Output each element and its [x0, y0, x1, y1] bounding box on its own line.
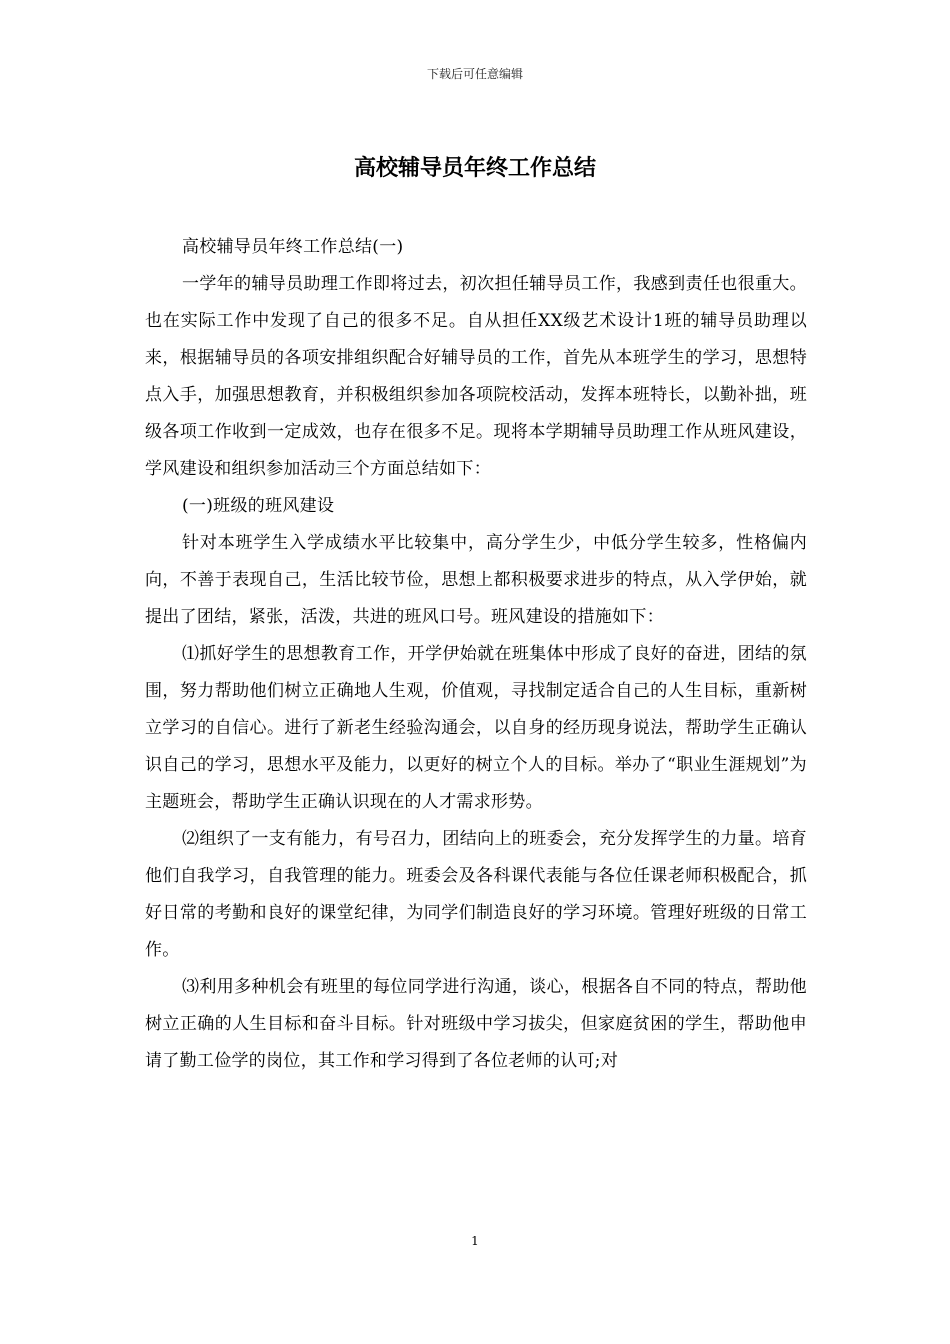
header-note: 下载后可任意编辑 [426, 67, 523, 81]
body-paragraph: ⑴抓好学生的思想教育工作，开学伊始就在班集体中形成了良好的奋进，团结的氛围，努力帮助他们树立正确地人生观，价值观，寻找制定适合自己的人生目标，重新树立学习的自信心。进行了新老生经验沟通会，以自身的经历现身说法，帮助学生正确认识自己的学习，思想水平及能力，以更好的树立个人的目标。举办了“职业生涯规划”为主题班会，帮助学生正确认识现在的人才需求形势。 [145, 644, 807, 812]
body-paragraph: ⑶利用多种机会有班里的每位同学进行沟通，谈心，根据各自不同的特点，帮助他树立正确的人生目标和奋斗目标。针对班级中学习拔尖，但家庭贫困的学生，帮助他申请了勤工俭学的岗位，其工作和学习得到了各位老师的认可;对 [145, 977, 807, 1071]
document-title: 高校辅导员年终工作总结 [353, 156, 596, 181]
body-paragraph: ⑵组织了一支有能力，有号召力，团结向上的班委会，充分发挥学生的力量。培育他们自我学习，自我管理的能力。班委会及各科课代表能与各位任课老师积极配合，抓好日常的考勤和良好的课堂纪律，为同学们制造良好的学习环境。管理好班级的日常工作。 [145, 829, 807, 960]
body-paragraph: 针对本班学生入学成绩水平比较集中，高分学生少，中低分学生较多，性格偏内向，不善于表现自己，生活比较节俭，思想上都积极要求进步的特点，从入学伊始，就提出了团结，紧张，活泼，共进的班风口号。班风建设的措施如下： [145, 533, 807, 627]
section-heading: 高校辅导员年终工作总结(一) [182, 237, 404, 257]
body-paragraph: 一学年的辅导员助理工作即将过去，初次担任辅导员工作，我感到责任也很重大。也在实际工作中发现了自己的很多不足。自从担任XX级艺术设计1班的辅导员助理以来，根据辅导员的各项安排组织配合好辅导员的工作，首先从本班学生的学习，思想特点入手，加强思想教育，并积极组织参加各项院校活动，发挥本班特长，以勤补拙，班级各项工作收到一定成效，也存在很多不足。现将本学期辅导员助理工作从班风建设，学风建设和组织参加活动三个方面总结如下： [145, 274, 807, 479]
subsection-heading: (一)班级的班风建设 [182, 496, 335, 516]
page-number: 1 [471, 1234, 479, 1248]
document-body [145, 229, 807, 1080]
